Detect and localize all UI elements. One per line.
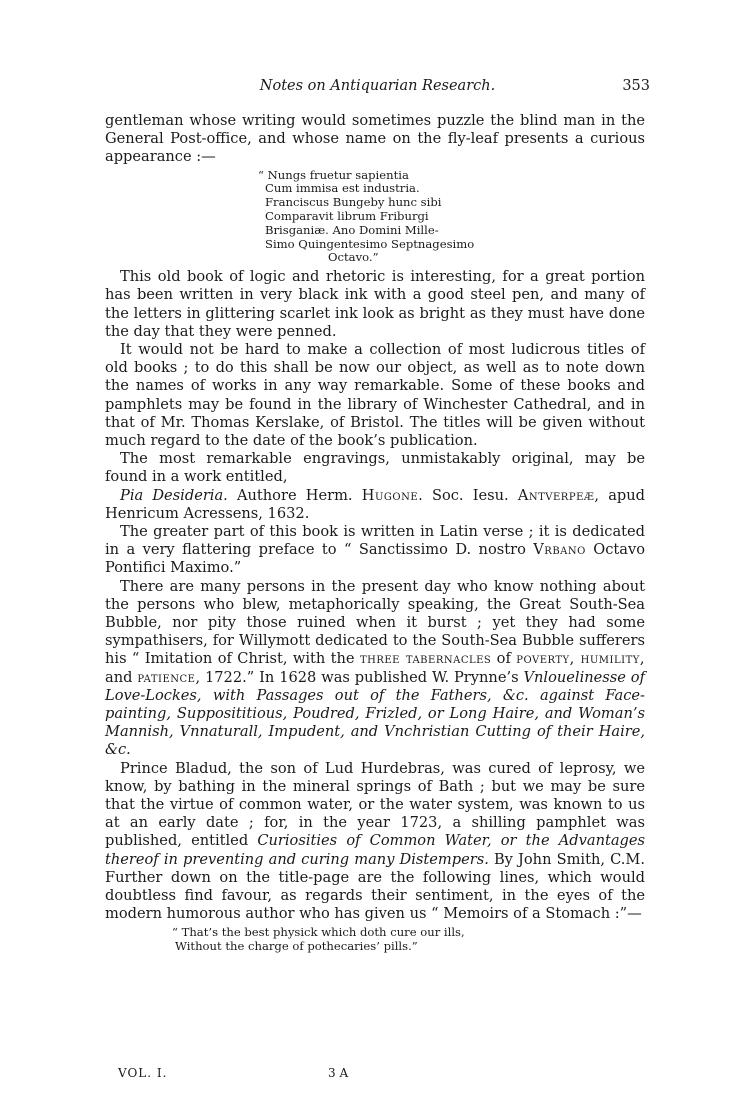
volume-marker: VOL. I. bbox=[118, 1066, 168, 1080]
paragraph-8 bbox=[105, 760, 645, 924]
verse-line: Brisganiæ. Ano Domini Mille- bbox=[265, 222, 439, 237]
text-run: Authore Herm. bbox=[227, 486, 362, 504]
verse-line: Franciscus Bungeby hunc sibi bbox=[265, 195, 442, 210]
text-run: Octavo Pontifici Maximo.” bbox=[105, 541, 645, 577]
verse-line: “ Nungs fruetur sapientia bbox=[258, 167, 409, 182]
verse-line: Comparavit librum Friburgi bbox=[265, 209, 429, 223]
latin-inscription bbox=[105, 169, 645, 266]
smallcaps-run: patience bbox=[137, 668, 196, 686]
text-run: and bbox=[105, 668, 138, 686]
text-run: , apud Henricum Acressens, 1632. bbox=[105, 486, 645, 522]
running-title: Notes on Antiquarian Research. bbox=[259, 78, 496, 94]
curiosities-title-italic: Curiosities of Common Water, or the Advantages thereof in preventing and curing many Distempers. bbox=[105, 832, 646, 868]
verse-line: Octavo.” bbox=[328, 250, 379, 265]
paragraph-4: The most remarkable engravings, unmistakably original, may be found in a work entitled, bbox=[105, 450, 645, 486]
text-run: Prince Bladud, the son of Lud Hurdebras, was cured of leprosy, we know, by bathing in the mineral springs of Bath ; but we may be sure that the virtue of common water, or the water system, was known to us at an early date ; for, in the year 1723, a shilling pamphlet was published, entitled bbox=[105, 759, 645, 850]
verse-line: Without the charge of pothecaries’ pills.” bbox=[175, 938, 418, 953]
page-body bbox=[105, 112, 645, 953]
running-header bbox=[105, 78, 650, 100]
paragraph-6 bbox=[105, 523, 645, 578]
paragraph-2: This old book of logic and rhetoric is interesting, for a great portion has been written in very black ink with a good steel pen, and many of the letters in glittering scarlet ink look as bright as they must have done the day that they were penned. bbox=[105, 268, 645, 340]
paragraph-1: gentleman whose writing would sometimes puzzle the blind man in the General Post-office, and whose name on the fly-leaf presents a curious appearance :— bbox=[105, 112, 645, 166]
title-italic: Pia Desideria. bbox=[120, 486, 228, 504]
verse-line: Simo Quingentesimo Septnagesimo bbox=[265, 236, 475, 251]
author-smallcaps: Hugone bbox=[361, 486, 419, 504]
paragraph-7 bbox=[105, 578, 645, 760]
signature-mark: 3 A bbox=[328, 1066, 349, 1080]
name-smallcaps: Vrbano bbox=[533, 541, 586, 559]
text-run: . Soc. Iesu. bbox=[418, 486, 518, 504]
place-smallcaps: Antverpeæ bbox=[517, 486, 595, 504]
verse-line: “ That’s the best physick which doth cure our ills, bbox=[172, 924, 465, 939]
smallcaps-run: poverty, humility, bbox=[516, 650, 645, 668]
text-run: There are many persons in the present day who know nothing about the persons who blew, metaphorically speaking, the Great South-Sea Bubble, nor pity those ruined when it burst ; yet they had some sympathisers, for Willymott dedicated to the South-Sea Bubble sufferers his “ Imitation of Christ, with the bbox=[105, 577, 645, 668]
page-footer bbox=[118, 1066, 418, 1084]
book-title-entry bbox=[105, 487, 645, 523]
text-run: The greater part of this book is written in Latin verse ; it is dedicated in a very flattering preface to “ Sanctissimo D. nostro bbox=[105, 523, 645, 559]
page-number: 353 bbox=[622, 78, 650, 94]
text-run: of bbox=[491, 650, 517, 668]
prynne-title-italic: Vnlouelinesse of Love-Lockes, with Passages out of the Fathers, &c. against Face-painting, Supposititious, Poudred, Frizled, or Long Haire, and Woman’s Mannish, Vnnaturall, Impudent, and Vnchristian Cutting of their Haire, &c. bbox=[105, 668, 645, 759]
paragraph-3: It would not be hard to make a collection of most ludicrous titles of old books ; to do this shall be now our object, as well as to note down the names of works in any way remarkable. Some of these books and pamphlets may be found in the library of Winchester Cathedral, and in that of Mr. Thomas Kerslake, of Bristol. The titles will be given without much regard to the date of the book’s publication. bbox=[105, 341, 645, 450]
verse-line: Cum immisa est industria. bbox=[265, 181, 420, 196]
text-run: By John Smith, C.M. Further down on the title-page are the following lines, which would doubtless find favour, as regards their sentiment, in the eyes of the modern humorous author who has given us “ Memoirs of a Stomach :”— bbox=[105, 850, 645, 923]
closing-couplet bbox=[105, 925, 645, 953]
smallcaps-run: three tabernacles bbox=[359, 650, 492, 668]
text-run: , 1722.” In 1628 was published W. Prynne’s bbox=[195, 668, 524, 686]
